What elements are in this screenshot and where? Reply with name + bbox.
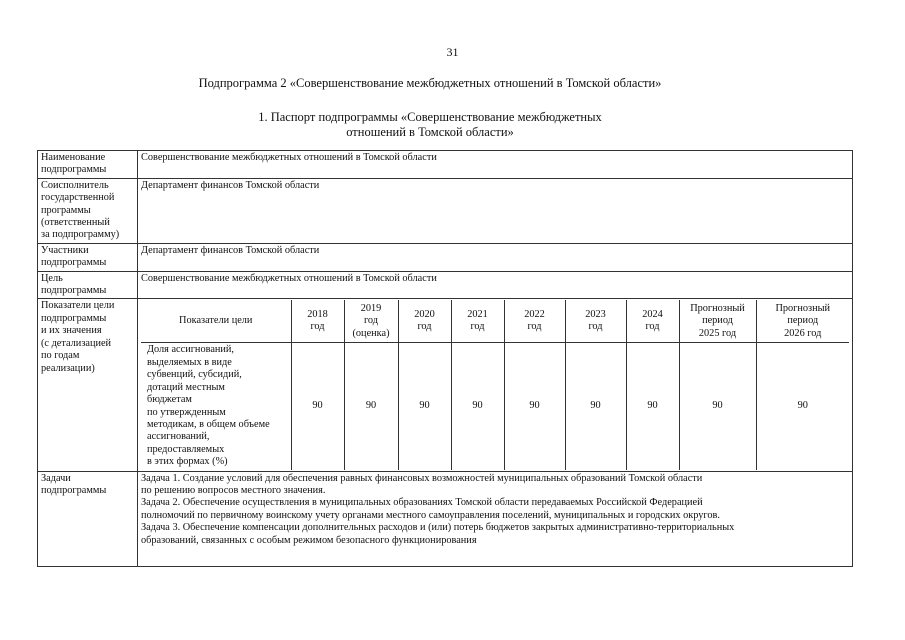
label-indicators [38, 299, 138, 471]
passport-title [0, 110, 860, 140]
label-line: Задачи [41, 472, 71, 484]
row-tasks [38, 471, 853, 566]
header-year-2019 [344, 300, 398, 343]
subprogram-title: Подпрограмма 2 «Совершенствование межбюджетных отношений в Томской области» [198, 76, 662, 90]
task-line: Задача 2. Обеспечение осуществления в муниципальных образованиях Томской области передаваемых Российской Федерацией [141, 497, 703, 509]
passport-title-line-2: отношений в Томской области» [346, 125, 514, 139]
task-2 [141, 497, 849, 522]
label-coexecutor [38, 178, 138, 243]
label-line: Наименование [41, 152, 106, 163]
header-indicator-name: Показатели цели [141, 300, 291, 343]
label-line: за подпрограмму) [41, 229, 120, 241]
header-line: год [363, 315, 379, 327]
task-line: по решению вопросов местного значения. [141, 484, 326, 496]
value-2018: 90 [291, 343, 344, 470]
header-line: 2022 [524, 309, 545, 321]
passport-title-line-1: 1. Паспорт подпрограммы «Совершенствование межбюджетных [258, 110, 602, 124]
label-line: по годам [41, 350, 80, 362]
value-2020: 90 [398, 343, 451, 470]
header-year-2024 [626, 300, 679, 343]
header-line: год [310, 321, 325, 333]
header-year-2018 [291, 300, 344, 343]
task-3 [141, 522, 849, 547]
label-line: Показатели цели [41, 300, 115, 312]
header-year-2020 [398, 300, 451, 343]
label-line: Цель [41, 272, 63, 284]
indicator-name [141, 343, 291, 470]
label-line: реализации) [41, 362, 95, 374]
task-line: Задача 3. Обеспечение компенсации дополнительных расходов и (или) потерь бюджетов закрытых административно-территориальных [141, 522, 735, 534]
header-line: Прогнозный [775, 302, 831, 314]
task-line: Задача 1. Создание условий для обеспечения равных финансовых возможностей муниципальных образований Томской области [141, 472, 703, 484]
header-forecast-2026 [756, 300, 849, 343]
value-2025: 90 [679, 343, 756, 470]
indicator-name-line: дотаций местным [147, 381, 225, 393]
header-line: 2026 год [784, 327, 822, 339]
indicator-name-line: в этих формах (%) [147, 456, 228, 468]
value-2022: 90 [504, 343, 565, 470]
label-line: (с детализацией [41, 337, 112, 349]
row-goal [38, 271, 853, 299]
value-2023: 90 [565, 343, 626, 470]
indicators-header-row [141, 300, 849, 343]
indicator-name-line: бюджетам [147, 394, 192, 406]
indicator-name-line: методикам, в общем объеме [147, 418, 270, 430]
header-line: год [588, 321, 603, 333]
label-line: Соисполнитель [41, 179, 109, 191]
label-participants [38, 243, 138, 271]
task-1 [141, 473, 849, 498]
value-coexecutor: Департамент финансов Томской области [138, 178, 853, 243]
header-line: период [787, 315, 819, 327]
header-line: год [527, 321, 542, 333]
header-line: 2025 год [698, 327, 737, 339]
header-year-2021 [451, 300, 504, 343]
label-line: программы [41, 204, 91, 216]
label-line: подпрограммы [41, 164, 107, 176]
label-line: (ответственный [41, 217, 110, 229]
row-indicators [38, 299, 853, 471]
header-line: период [702, 315, 733, 327]
row-participants [38, 243, 853, 271]
indicator-name-line: ассигнований, [147, 431, 210, 443]
passport-table [37, 150, 853, 567]
header-line: 2019 [360, 302, 382, 314]
header-line: 2021 [467, 309, 488, 321]
indicator-name-line: предоставляемых [147, 443, 225, 455]
header-forecast-2025 [679, 300, 756, 343]
header-year-2022 [504, 300, 565, 343]
indicator-name-line: субвенций, субсидий, [147, 369, 242, 381]
label-line: государственной [41, 192, 115, 204]
page-number: 31 [446, 45, 459, 59]
value-participants: Департамент финансов Томской области [138, 243, 853, 271]
header-year-2023 [565, 300, 626, 343]
value-2024: 90 [626, 343, 679, 470]
label-goal [38, 271, 138, 299]
label-line: подпрограммы [41, 312, 107, 324]
label-tasks [38, 471, 138, 566]
header-line: 2024 [642, 309, 663, 321]
label-line: подпрограммы [41, 285, 107, 297]
task-line: образований, связанных с особым режимом безопасного функционирования [141, 534, 477, 546]
indicators-table [141, 300, 849, 469]
header-line: (оценка) [352, 327, 390, 339]
value-goal: Совершенствование межбюджетных отношений в Томской области [138, 271, 853, 299]
row-name [38, 151, 853, 179]
header-line: Прогнозный [690, 302, 745, 314]
row-coexecutor [38, 178, 853, 243]
label-line: Участники [41, 244, 89, 256]
header-line: 2020 [414, 309, 435, 321]
header-line: год [470, 321, 485, 333]
tasks-list [138, 471, 853, 566]
header-line: год [645, 321, 660, 333]
value-2019: 90 [344, 343, 398, 470]
label-line: подпрограммы [41, 484, 107, 496]
indicator-row [141, 343, 849, 470]
label-name [38, 151, 138, 179]
indicator-name-line: Доля ассигнований, [147, 344, 234, 356]
label-line: и их значения [41, 325, 102, 337]
indicators-cell [138, 299, 853, 471]
task-line: полномочий по первичному воинскому учету органами местного самоуправления поселений, муниципальных и городских округов. [141, 509, 720, 521]
indicator-name-line: по утвержденным [147, 406, 226, 418]
label-line: подпрограммы [41, 257, 107, 269]
value-2021: 90 [451, 343, 504, 470]
value-name: Совершенствование межбюджетных отношений в Томской области [138, 151, 853, 179]
value-2026: 90 [756, 343, 849, 470]
header-line: год [417, 321, 432, 333]
header-line: 2018 [307, 309, 328, 321]
indicator-name-line: выделяемых в виде [147, 356, 232, 368]
header-line: 2023 [585, 309, 606, 321]
